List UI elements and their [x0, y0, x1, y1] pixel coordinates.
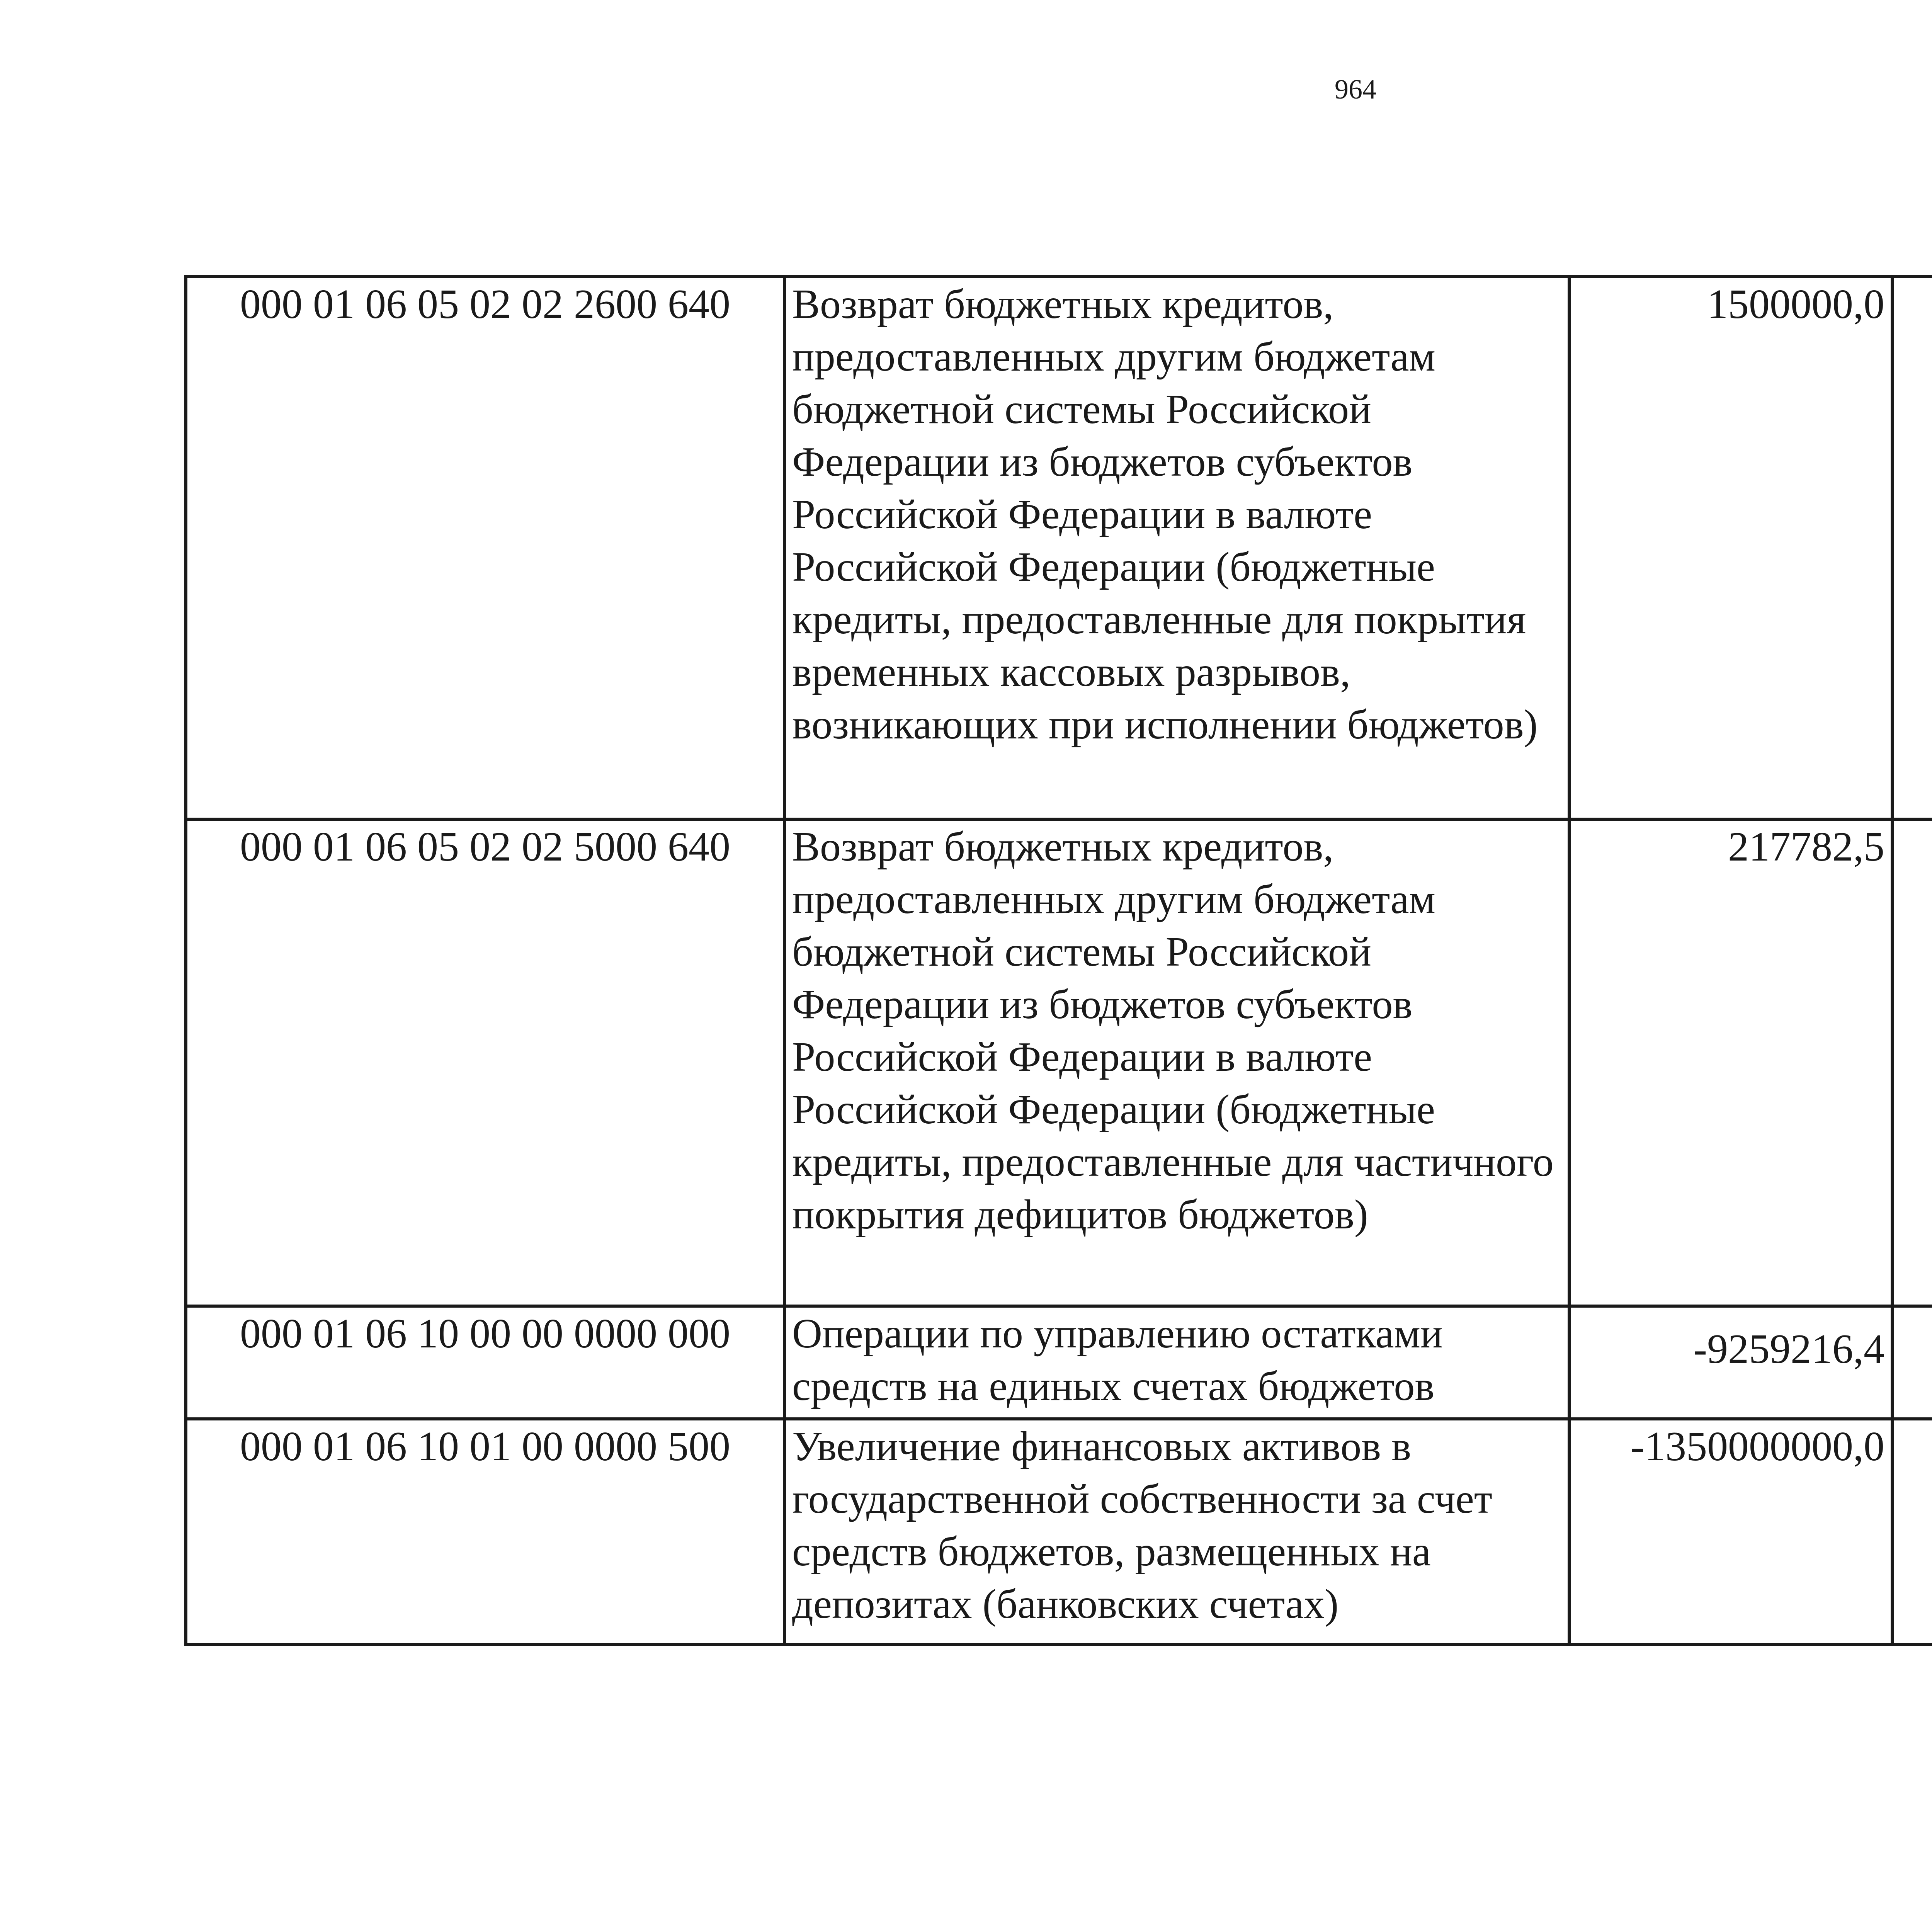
- budget-classification-code: 000 01 06 05 02 02 2600 640: [186, 277, 784, 819]
- row-description: Возврат бюджетных кредитов, предоставленных другим бюджетам бюджетной системы Российской Федерации из бюджетов субъектов Российской Федерации в валюте Российской Федерации (бюджетные кредиты, предоставленные для покрытия временных кассовых разрывов, возникающих при исполнении бюджетов): [784, 277, 1569, 819]
- amount-cell-1: -1350000000,0: [1569, 1419, 1892, 1645]
- row-description: Возврат бюджетных кредитов, предоставленных другим бюджетам бюджетной системы Российской Федерации из бюджетов субъектов Российской Федерации в валюте Российской Федерации (бюджетные кредиты, предоставленные для частичного покрытия дефицитов бюджетов): [784, 819, 1569, 1306]
- amount-cell-2: [1892, 819, 1932, 1306]
- amount-cell-2: [1892, 277, 1932, 819]
- budget-classification-code: 000 01 06 10 00 00 0000 000: [186, 1306, 784, 1419]
- budget-classification-code: 000 01 06 05 02 02 5000 640: [186, 819, 784, 1306]
- table-row: [186, 277, 1932, 819]
- table-row: [186, 1306, 1932, 1419]
- amount-cell-1: -9259216,4: [1569, 1306, 1892, 1419]
- budget-sources-table: [184, 275, 1932, 1646]
- amount-cell-1: 1500000,0: [1569, 277, 1892, 819]
- amount-cell-2: [1892, 1419, 1932, 1645]
- table-row: [186, 1419, 1932, 1645]
- table-row: [186, 819, 1932, 1306]
- page-number: 964: [1335, 74, 1376, 105]
- amount-cell-1: 217782,5: [1569, 819, 1892, 1306]
- row-description: Увеличение финансовых активов в государственной собственности за счет средств бюджетов, размещенных на депозитах (банковских счетах): [784, 1419, 1569, 1645]
- budget-classification-code: 000 01 06 10 01 00 0000 500: [186, 1419, 784, 1645]
- row-description: Операции по управлению остатками средств на единых счетах бюджетов: [784, 1306, 1569, 1419]
- amount-cell-2: [1892, 1306, 1932, 1419]
